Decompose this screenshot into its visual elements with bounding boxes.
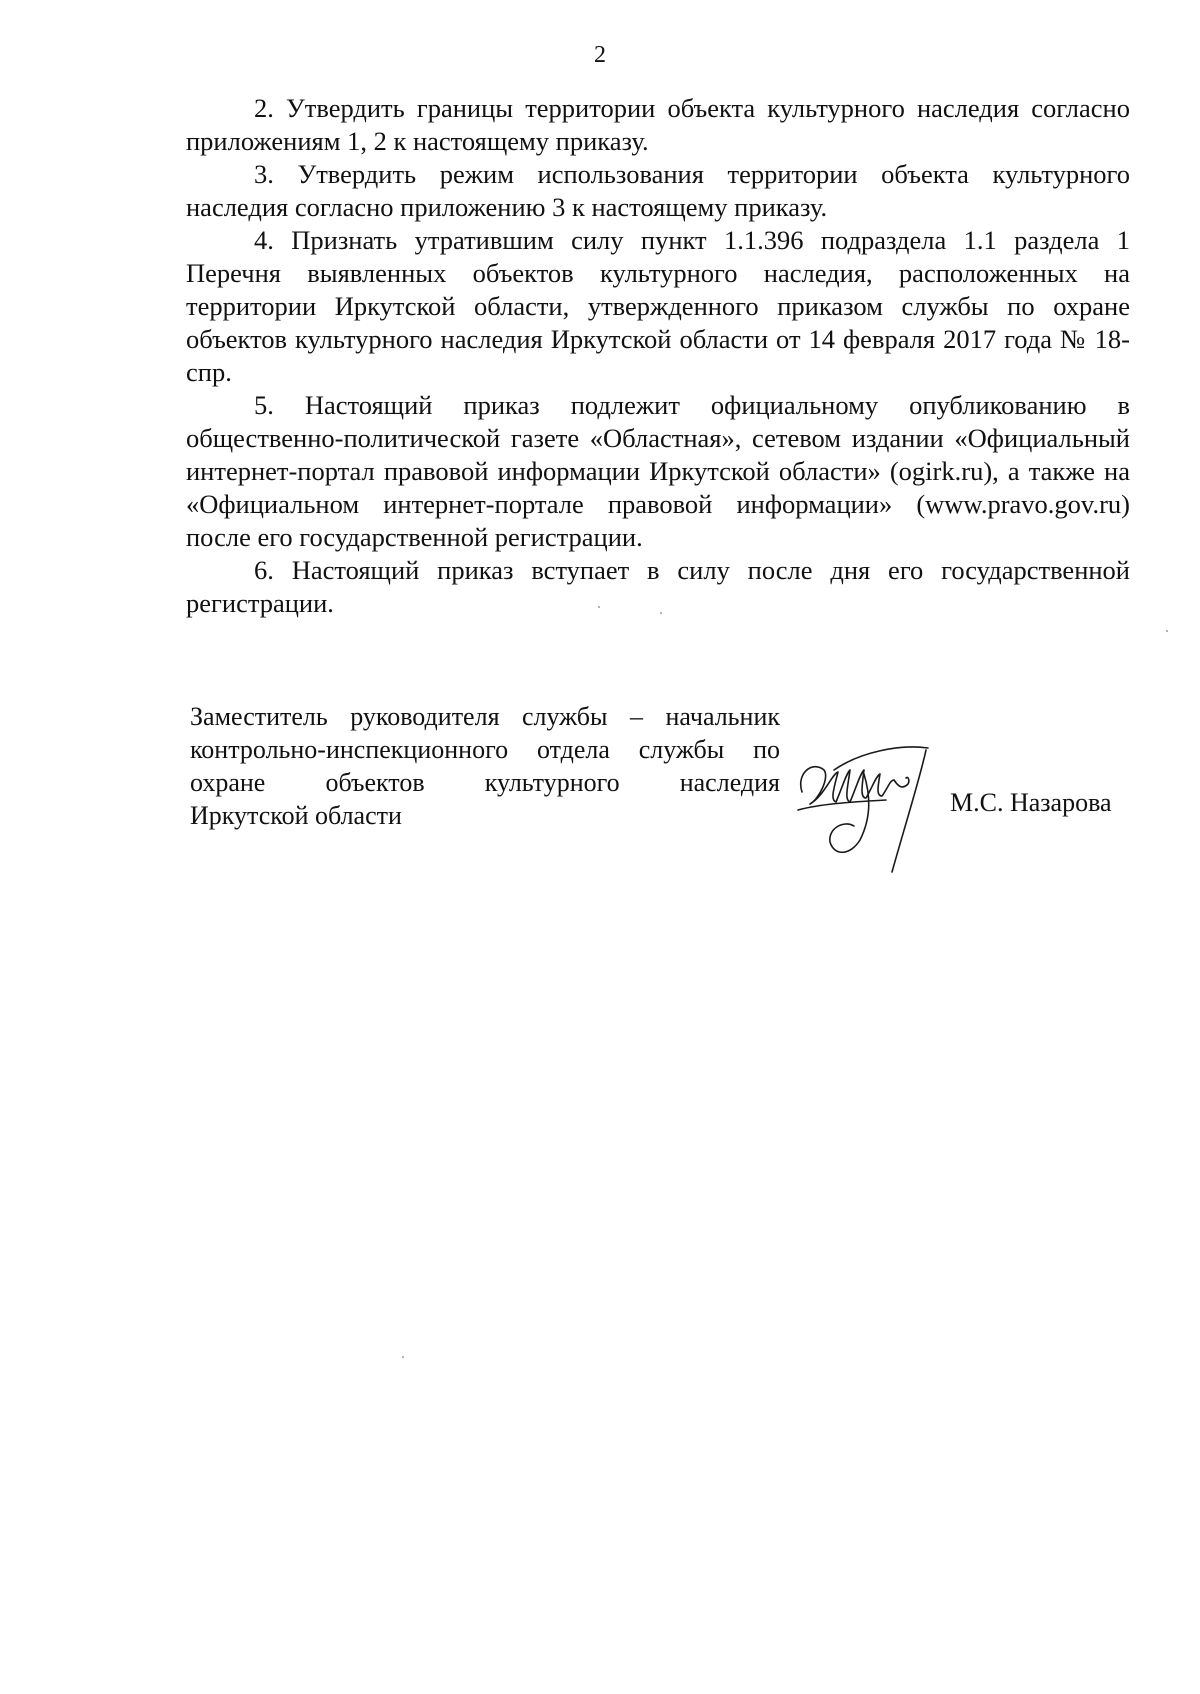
handwritten-signature (790, 730, 940, 880)
scan-speck (402, 1356, 404, 1358)
document-body (186, 92, 1130, 620)
position-line: охране объектов культурного наследия (190, 768, 780, 797)
scan-speck (598, 606, 600, 608)
scan-speck (1166, 630, 1168, 632)
paragraph-4: 4. Признать утратившим силу пункт 1.1.396 подраздела 1.1 раздела 1 Перечня выявленных объектов культурного наследия, расположенных на территории Иркутской области, утвержденного приказом службы по охране объектов культурного наследия Иркутской области от 14 февраля 2017 года № 18-спр. (186, 225, 1130, 387)
position-line: контрольно-инспекционного отдела службы по (190, 735, 780, 764)
paragraph-5: 5. Настоящий приказ подлежит официальному опубликованию в общественно-политической газете «Областная», сетевом издании «Официальный интернет-портал правовой информации Иркутской области» (ogirk.ru), а также на «Официальном интернет-портале правовой информации» (www.pravo.gov.ru) после его государственной регистрации. (186, 390, 1130, 552)
scan-speck (660, 612, 662, 614)
signatory-position (190, 700, 780, 832)
paragraph-2: 2. Утвердить границы территории объекта культурного наследия согласно приложениям 1, 2 к настоящему приказу. (186, 93, 1130, 156)
position-line: Заместитель руководителя службы – начальник (190, 702, 780, 731)
signatory-name: М.С. Назарова (950, 788, 1112, 817)
paragraph-3: 3. Утвердить режим использования территории объекта культурного наследия согласно приложению 3 к настоящему приказу. (186, 159, 1130, 222)
position-line: Иркутской области (190, 801, 402, 830)
paragraph-6: 6. Настоящий приказ вступает в силу после дня его государственной регистрации. (186, 555, 1130, 618)
page-number: 2 (594, 42, 606, 68)
